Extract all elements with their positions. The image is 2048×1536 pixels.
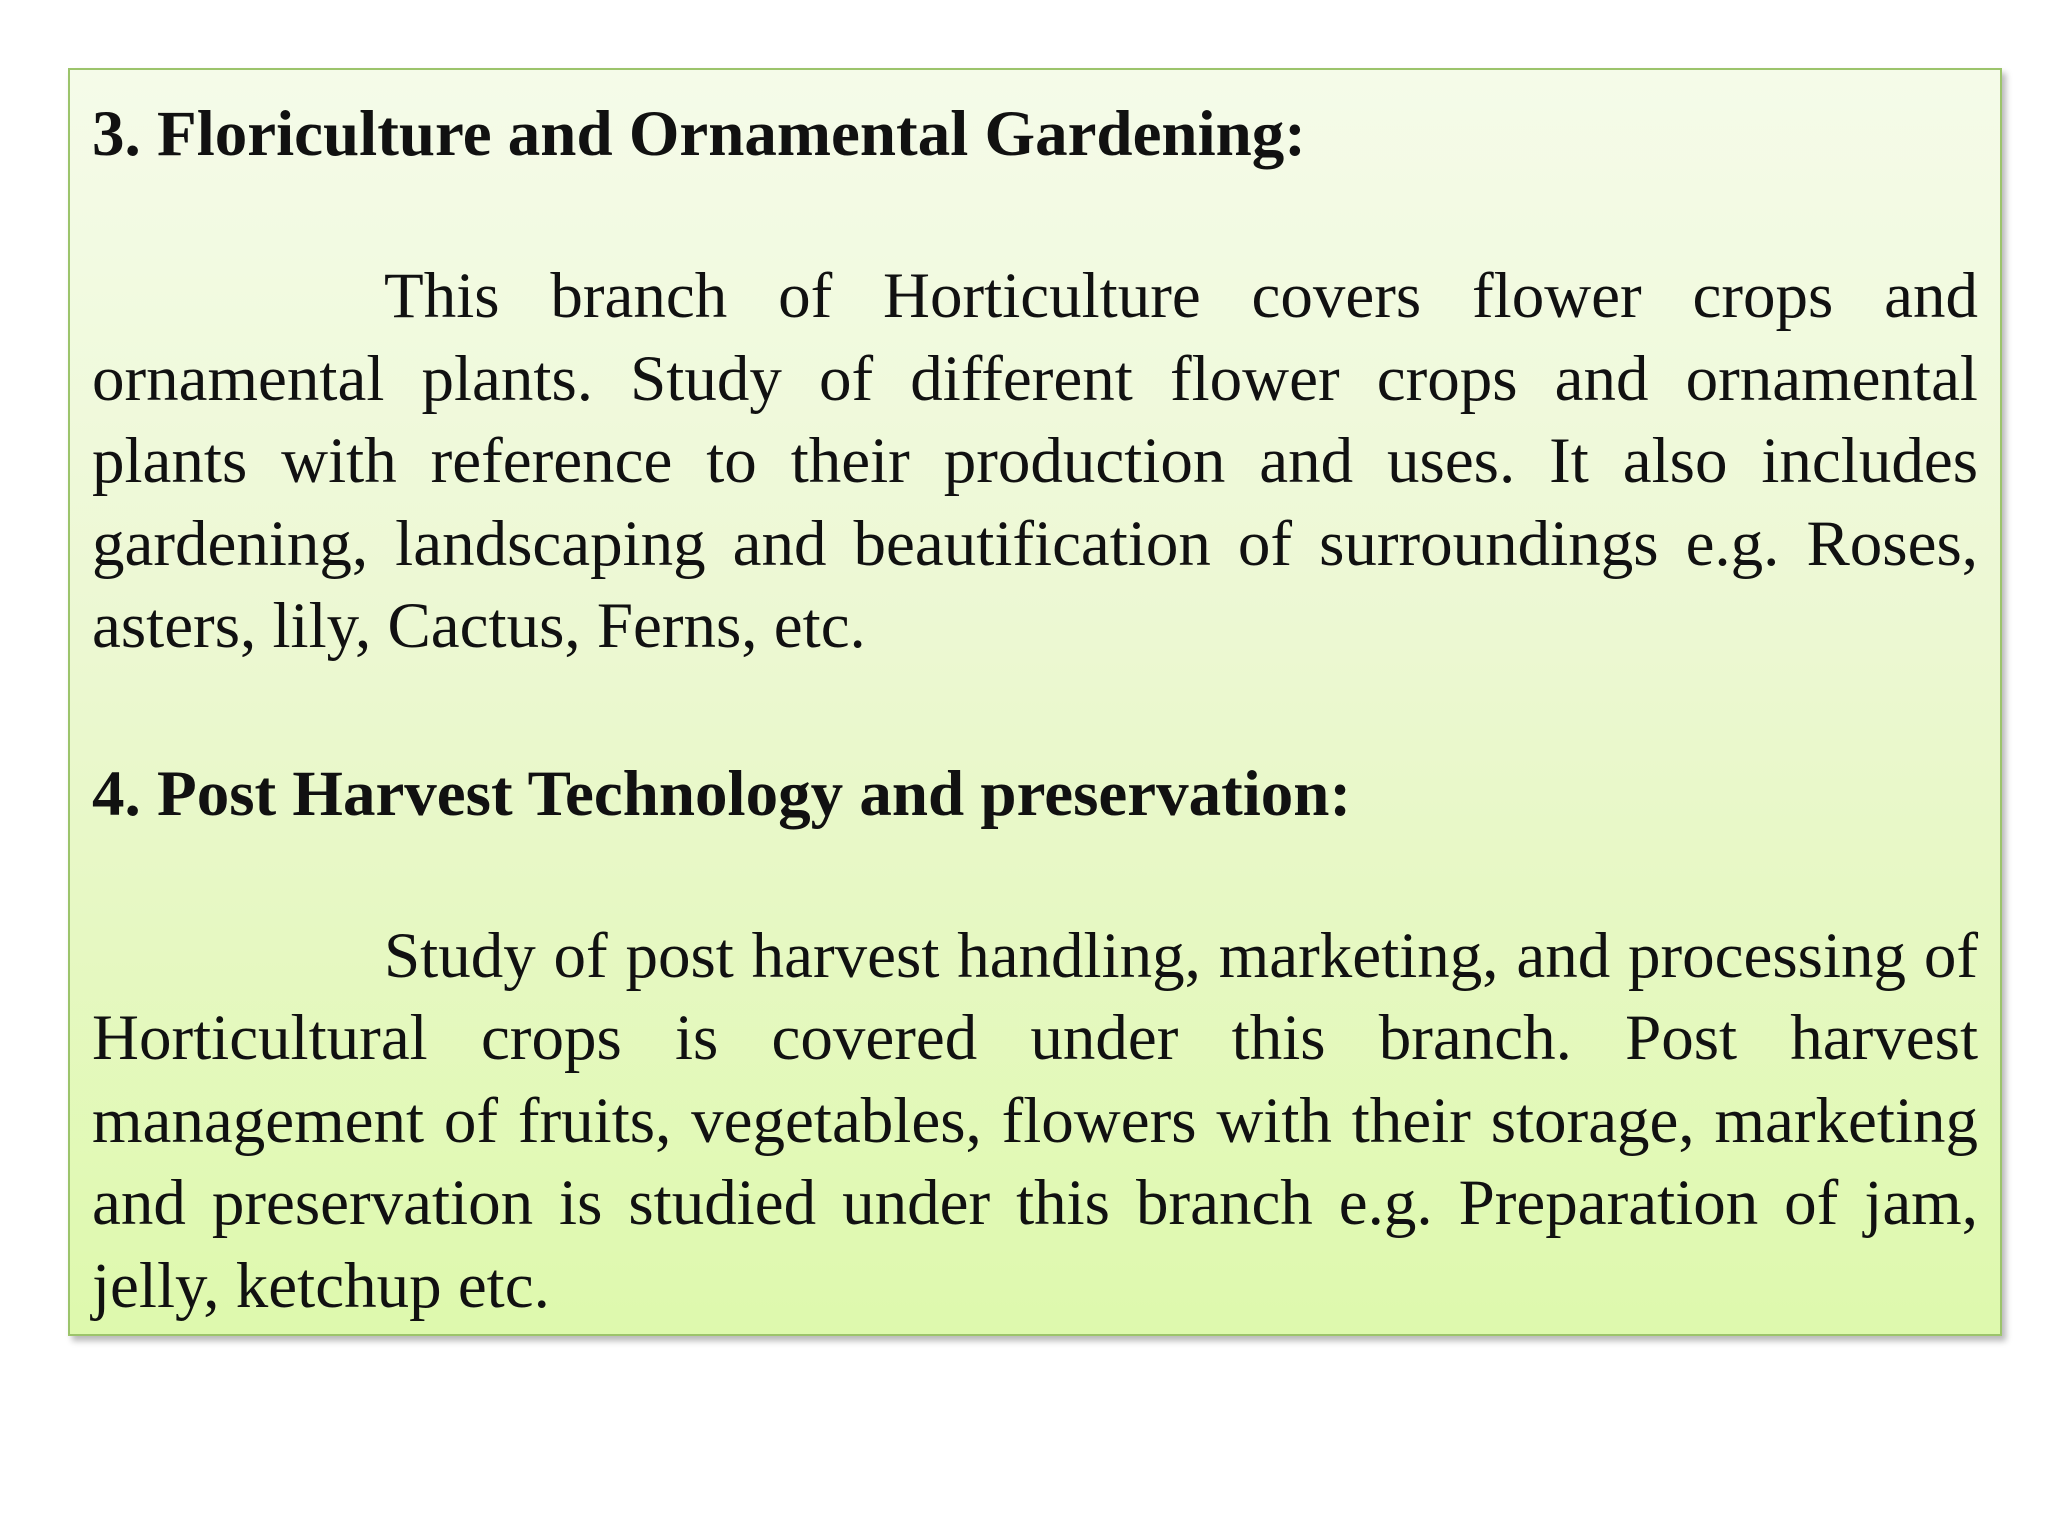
content-text-box (68, 68, 2002, 1336)
section-body-floriculture: This branch of Horticulture covers flower crops and ornamental plants. Study of different flower crops and ornamental plants with reference to their production and uses. It also includes gardening, landscaping and beautification of surroundings e.g. Roses, asters, lily, Cactus, Ferns, etc. (92, 260, 1978, 662)
spacer (92, 668, 1978, 750)
section-body-post-harvest: Study of post harvest handling, marketing, and processing of Horticultural crops is covered under this branch. Post harvest management of fruits, vegetables, flowers with their storage, marketing and preservation is studied under this branch e.g. Preparation of jam, jelly, ketchup etc. (92, 919, 1978, 1322)
spacer (92, 178, 1978, 255)
section-heading-post-harvest: 4. Post Harvest Technology and preservation: (92, 757, 1352, 830)
spacer (92, 838, 1978, 915)
section-heading-floriculture: 3. Floriculture and Ornamental Gardening: (92, 98, 1306, 170)
